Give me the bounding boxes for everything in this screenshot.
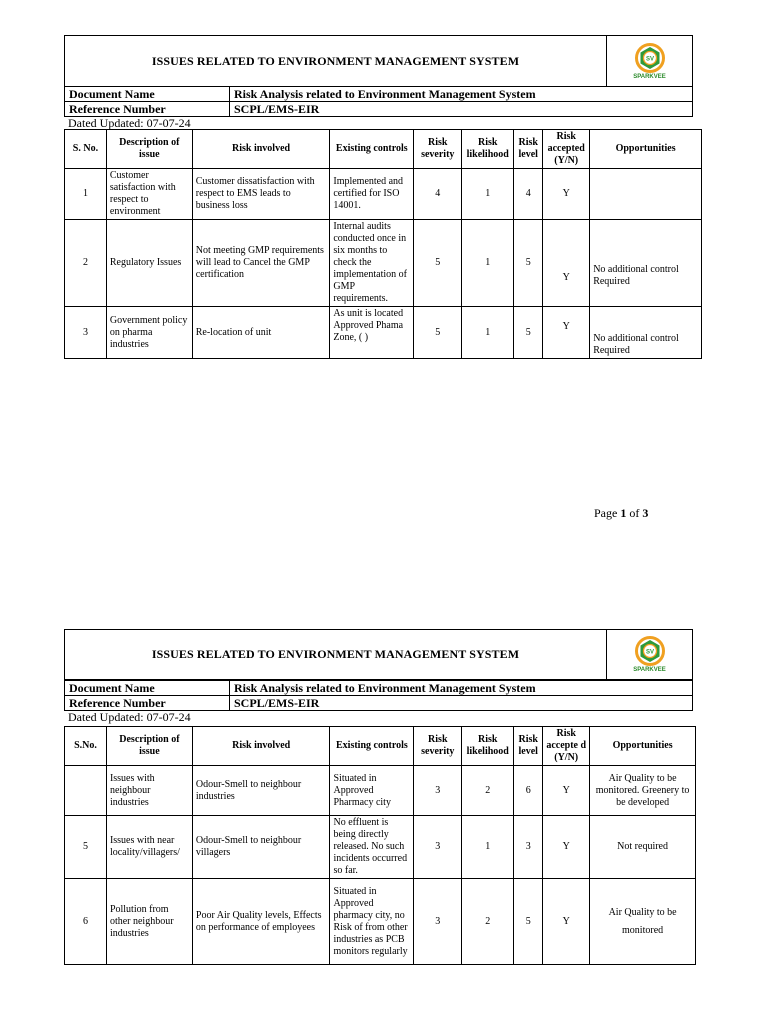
table-header-row — [65, 727, 696, 766]
col-header: Opportunities — [590, 727, 696, 766]
cell-description: Regulatory Issues — [106, 220, 192, 307]
dated-updated: Dated Updated: 07-07-24 — [68, 710, 191, 724]
cell-severity: 3 — [414, 766, 462, 816]
cell-description: Government policy on pharma industries — [106, 307, 192, 359]
col-header: S. No. — [65, 130, 107, 169]
cell-description: Pollution from other neighbour industries — [106, 879, 192, 965]
cell-severity: 3 — [414, 816, 462, 879]
cell-severity: 3 — [414, 879, 462, 965]
cell-description: Issues with near locality/villagers/ — [106, 816, 192, 879]
cell-risk: Not meeting GMP requirements will lead to Cancel the GMP certification — [192, 220, 330, 307]
page-number-label: Page — [594, 506, 618, 520]
cell-controls: As unit is located Approved Phama Zone, ( ) — [330, 307, 414, 359]
cell-risk: Poor Air Quality levels, Effects on performance of employees — [192, 879, 330, 965]
meta-label: Document Name — [65, 87, 230, 102]
meta-value: SCPL/EMS-EIR — [230, 102, 693, 117]
cell-opportunities: No additional control Required — [590, 220, 702, 307]
cell-accepted: Y — [543, 766, 590, 816]
cell-risk: Customer dissatisfaction with respect to EMS leads to business loss — [192, 169, 330, 220]
cell-severity: 5 — [414, 307, 462, 359]
cell-opportunities: Air Quality to be monitored. Greenery to be developed — [590, 766, 696, 816]
cell-severity: 4 — [414, 169, 462, 220]
cell-opportunities: No additional control Required — [590, 307, 702, 359]
col-header: Risk accepte d (Y/N) — [543, 727, 590, 766]
meta-row-reference-number — [65, 696, 693, 711]
cell-risk: Re-location of unit — [192, 307, 330, 359]
col-header: Existing controls — [330, 130, 414, 169]
cell-controls: Internal audits conducted once in six months to check the implementation of GMP requirements. — [330, 220, 414, 307]
page-title: ISSUES RELATED TO ENVIRONMENT MANAGEMENT SYSTEM — [151, 53, 520, 68]
cell-sno: 6 — [65, 879, 107, 965]
cell-level: 5 — [514, 307, 543, 359]
meta-label: Document Name — [65, 681, 230, 696]
cell-opportunities: Air Quality to be monitored — [590, 879, 696, 965]
cell-sno: 2 — [65, 220, 107, 307]
col-header: Description of issue — [106, 130, 192, 169]
meta-value: Risk Analysis related to Environment Management System — [230, 681, 693, 696]
logo-wordmark: SPARKVEE — [633, 73, 666, 80]
col-header: Description of issue — [106, 727, 192, 766]
cell-likelihood: 1 — [462, 816, 514, 879]
cell-risk: Odour-Smell to neighbour villagers — [192, 816, 330, 879]
col-header: Risk involved — [192, 130, 330, 169]
page-header — [64, 629, 693, 680]
col-header: Risk involved — [192, 727, 330, 766]
col-header: Risk accepted (Y/N) — [543, 130, 590, 169]
meta-label: Reference Number — [65, 102, 230, 117]
cell-sno: 5 — [65, 816, 107, 879]
cell-controls: Situated in Approved Pharmacy city — [330, 766, 414, 816]
meta-row-document-name — [65, 681, 693, 696]
sparkvee-logo-icon — [630, 636, 670, 666]
table-row — [65, 816, 696, 879]
page-number-current: 1 — [620, 506, 627, 520]
cell-sno: 3 — [65, 307, 107, 359]
cell-sno — [65, 766, 107, 816]
cell-level: 3 — [514, 816, 543, 879]
cell-accepted: Y — [543, 220, 590, 307]
cell-controls: Implemented and certified for ISO 14001. — [330, 169, 414, 220]
risk-table — [64, 726, 696, 965]
meta-value: SCPL/EMS-EIR — [230, 696, 693, 711]
dated-updated: Dated Updated: 07-07-24 — [68, 116, 191, 130]
meta-label: Reference Number — [65, 696, 230, 711]
page-number-total: 3 — [642, 506, 649, 520]
cell-level: 5 — [514, 879, 543, 965]
cell-accepted: Y — [543, 169, 590, 220]
cell-accepted: Y — [543, 307, 590, 359]
cell-likelihood: 1 — [462, 307, 514, 359]
cell-accepted: Y — [543, 879, 590, 965]
cell-risk: Odour-Smell to neighbour industries — [192, 766, 330, 816]
cell-controls: No effluent is being directly released. No such incidents occurred so far. — [330, 816, 414, 879]
cell-likelihood: 2 — [462, 879, 514, 965]
col-header: Risk level — [514, 130, 543, 169]
logo-monogram: SV — [645, 55, 654, 62]
col-header: Risk severity — [414, 130, 462, 169]
cell-sno: 1 — [65, 169, 107, 220]
col-header: Risk severity — [414, 727, 462, 766]
col-header: Existing controls — [330, 727, 414, 766]
logo-monogram: SV — [645, 649, 654, 656]
cell-severity: 5 — [414, 220, 462, 307]
col-header: S.No. — [65, 727, 107, 766]
page-number-of: of — [629, 506, 640, 520]
cell-likelihood: 1 — [462, 169, 514, 220]
cell-accepted: Y — [543, 816, 590, 879]
col-header: Risk likelihood — [462, 727, 514, 766]
table-row — [65, 766, 696, 816]
cell-level: 6 — [514, 766, 543, 816]
logo-wordmark: SPARKVEE — [633, 667, 666, 673]
cell-level: 5 — [514, 220, 543, 307]
table-row — [65, 879, 696, 965]
page-title: ISSUES RELATED TO ENVIRONMENT MANAGEMENT SYSTEM — [151, 647, 520, 661]
document-meta-table — [64, 680, 693, 711]
col-header: Risk likelihood — [462, 130, 514, 169]
cell-opportunities: Not required — [590, 816, 696, 879]
cell-description: Issues with neighbour industries — [106, 766, 192, 816]
company-logo — [606, 630, 692, 679]
cell-likelihood: 2 — [462, 766, 514, 816]
cell-level: 4 — [514, 169, 543, 220]
col-header: Opportunities — [590, 130, 702, 169]
col-header: Risk level — [514, 727, 543, 766]
cell-likelihood: 1 — [462, 220, 514, 307]
meta-value: Risk Analysis related to Environment Management System — [230, 87, 693, 102]
cell-description: Customer satisfaction with respect to environment — [106, 169, 192, 220]
cell-controls: Situated in Approved pharmacy city, no Risk of from other industries as PCB monitors regularly — [330, 879, 414, 965]
